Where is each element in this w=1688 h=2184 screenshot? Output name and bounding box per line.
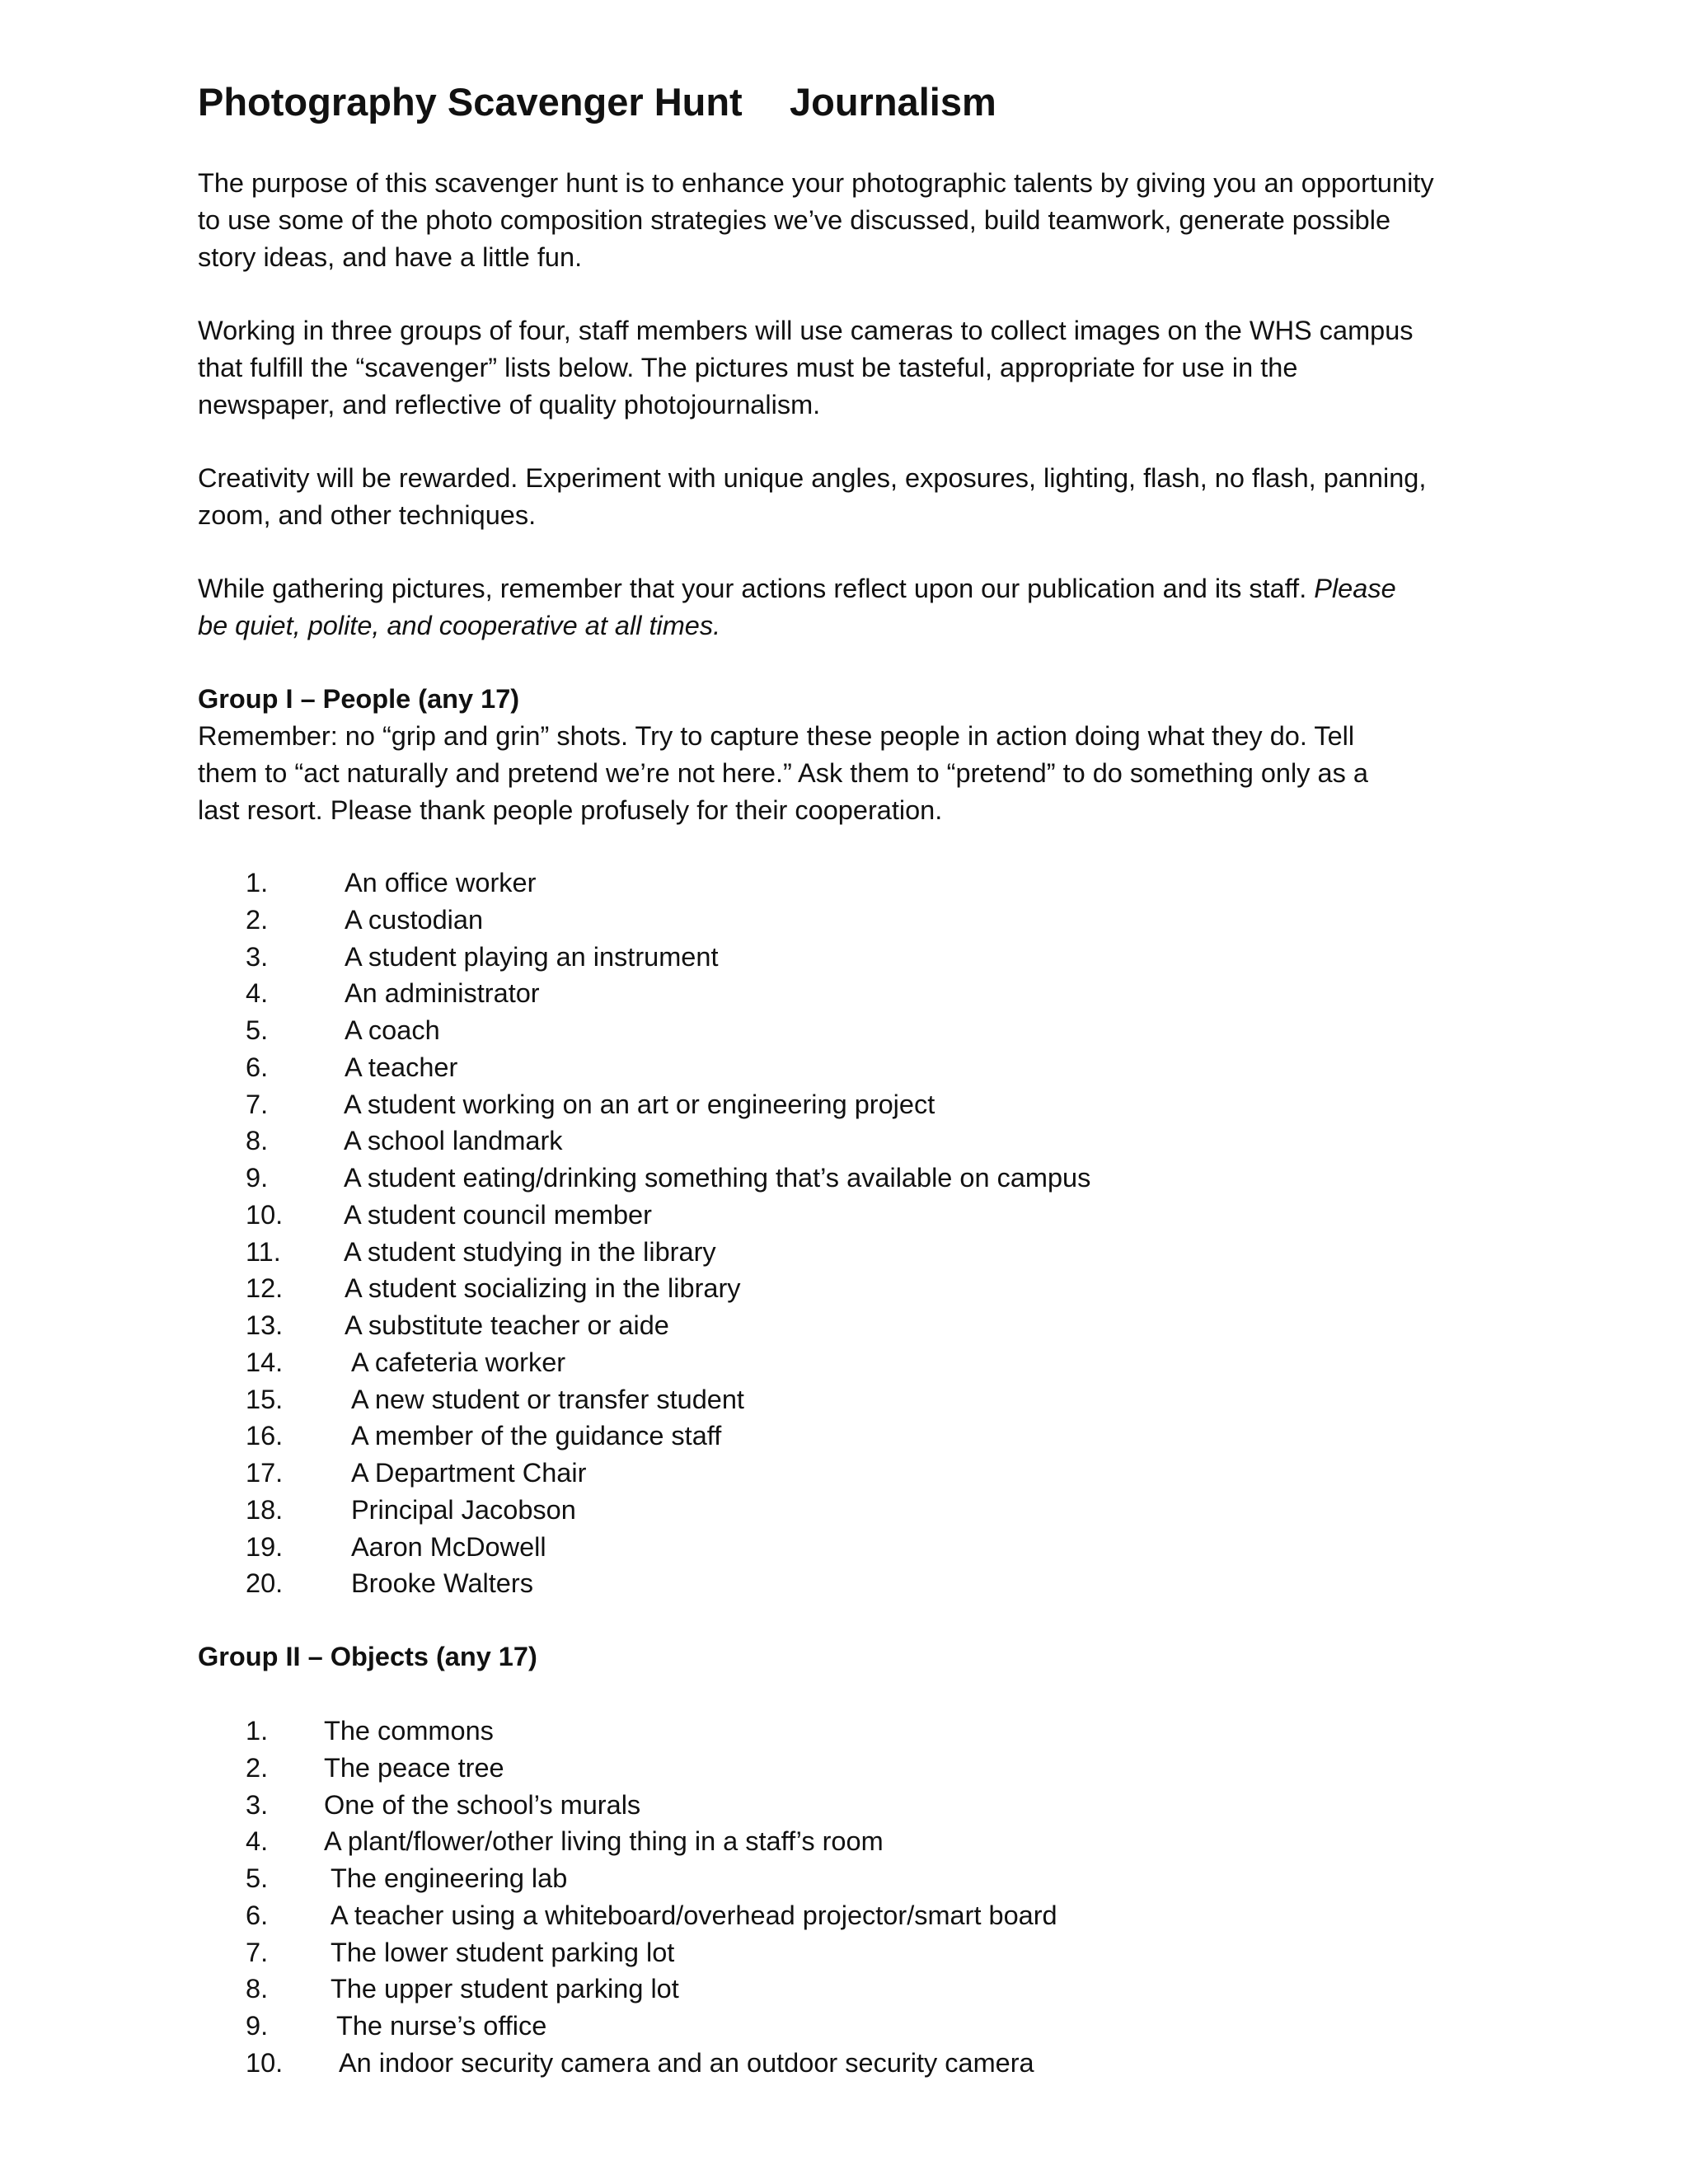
group1-heading: Group I – People (any 17) — [198, 684, 520, 714]
list-item-text: An administrator — [345, 978, 540, 1009]
list-item-number: 3. — [246, 941, 269, 972]
text-line: be quiet, polite, and cooperative at all times. — [198, 610, 721, 640]
list-item-number: 20. — [246, 1568, 284, 1599]
text-line: The purpose of this scavenger hunt is to enhance your photographic talents by giving you an opportunity — [198, 168, 1434, 198]
intro-paragraph-groups — [198, 312, 1517, 423]
text-line: that fulfill the “scavenger” lists below. The pictures must be tasteful, appropriate for use in the — [198, 352, 1298, 382]
list-item-text: A school landmark — [344, 1126, 563, 1156]
list-item-number: 4. — [246, 1826, 269, 1857]
list-item-number: 2. — [246, 1752, 269, 1783]
list-item-number: 8. — [246, 1126, 269, 1156]
list-item-text: The lower student parking lot — [331, 1937, 675, 1967]
list-item-text: A student studying in the library — [344, 1236, 716, 1267]
list-item-text: A Department Chair — [351, 1458, 587, 1488]
list-item-text: Principal Jacobson — [351, 1494, 576, 1525]
list-item-number: 6. — [246, 1900, 269, 1930]
text-line: last resort. Please thank people profusely for their cooperation. — [198, 794, 943, 825]
text-line: to use some of the photo composition strategies we’ve discussed, build teamwork, generate possible — [198, 204, 1391, 235]
group1-note — [198, 718, 1517, 828]
list-item-text: A plant/flower/other living thing in a staff’s room — [324, 1826, 884, 1857]
list-item-text: A teacher using a whiteboard/overhead projector/smart board — [331, 1900, 1057, 1930]
list-item-text: A student eating/drinking something that’s available on campus — [344, 1163, 1091, 1193]
text-line — [198, 570, 1517, 607]
list-item-number: 1. — [246, 868, 269, 898]
list-item-text: A student playing an instrument — [345, 941, 719, 972]
list-item-text: The peace tree — [324, 1752, 504, 1783]
list-item-number: 8. — [246, 1974, 269, 2004]
list-item-text: A new student or transfer student — [351, 1384, 744, 1414]
list-item-text: Brooke Walters — [351, 1568, 533, 1599]
list-item-number: 10. — [246, 1199, 284, 1230]
text-line: Creativity will be rewarded. Experiment with unique angles, exposures, lighting, flash, no flash, panning, — [198, 463, 1427, 493]
intro-paragraph-purpose — [198, 165, 1517, 275]
text-line: them to “act naturally and pretend we’re not here.” Ask them to “pretend” to do something only as a — [198, 757, 1368, 788]
list-item-text: One of the school’s murals — [324, 1789, 641, 1820]
list-item-number: 18. — [246, 1494, 284, 1525]
list-item-number: 11. — [246, 1236, 281, 1267]
list-item-number: 6. — [246, 1052, 269, 1082]
list-item-text: A cafeteria worker — [351, 1347, 566, 1377]
page-title — [198, 79, 996, 125]
list-item-number: 7. — [246, 1089, 269, 1119]
group2-heading: Group II – Objects (any 17) — [198, 1642, 537, 1671]
list-item-text: A student working on an art or engineering project — [344, 1089, 935, 1119]
list-item-number: 9. — [246, 1163, 269, 1193]
list-item-number: 7. — [246, 1937, 269, 1967]
list-item-number: 19. — [246, 1531, 284, 1562]
list-item-text: The engineering lab — [331, 1863, 568, 1893]
list-item-number: 12. — [246, 1273, 284, 1304]
list-item-text: An indoor security camera and an outdoor security camera — [339, 2047, 1034, 2078]
list-item-number: 17. — [246, 1458, 284, 1488]
list-item-number: 9. — [246, 2011, 269, 2041]
list-item-text: The commons — [324, 1716, 494, 1746]
list-item-number: 2. — [246, 904, 269, 935]
list-item-text: An office worker — [345, 868, 537, 898]
text-line: story ideas, and have a little fun. — [198, 241, 583, 272]
list-item-text: A student socializing in the library — [345, 1273, 741, 1304]
list-item-number: 1. — [246, 1716, 269, 1746]
text-line: zoom, and other techniques. — [198, 499, 537, 530]
list-item-number: 5. — [246, 1015, 269, 1045]
text-line: newspaper, and reflective of quality photojournalism. — [198, 389, 821, 419]
conduct-text: While gathering pictures, remember that your actions reflect upon our publication and its staff. — [198, 574, 1315, 603]
list-item-text: A custodian — [345, 904, 484, 935]
list-item-text: Aaron McDowell — [351, 1531, 546, 1562]
conduct-emphasis: Please — [1314, 574, 1396, 603]
text-line: Working in three groups of four, staff members will use cameras to collect images on the WHS campus — [198, 316, 1414, 345]
list-item-text: The upper student parking lot — [331, 1974, 679, 2004]
list-item-text: A student council member — [344, 1199, 652, 1230]
text-line: Remember: no “grip and grin” shots. Try to capture these people in action doing what they do. Tell — [198, 721, 1355, 751]
list-item-number: 3. — [246, 1789, 269, 1820]
list-item-number: 5. — [246, 1863, 269, 1893]
list-item-text: A substitute teacher or aide — [345, 1310, 669, 1340]
list-item-number: 10. — [246, 2047, 284, 2078]
title-text: Photography Scavenger Hunt — [198, 80, 743, 124]
list-item-text: A coach — [345, 1015, 440, 1045]
list-item-text: The nurse’s office — [336, 2011, 547, 2041]
intro-paragraph-conduct — [198, 570, 1517, 644]
list-item-number: 16. — [246, 1421, 284, 1451]
subject-text: Journalism — [790, 80, 996, 124]
list-item-text: A member of the guidance staff — [351, 1421, 722, 1451]
list-item-text: A teacher — [345, 1052, 458, 1082]
list-item-number: 14. — [246, 1347, 284, 1377]
list-item-number: 15. — [246, 1384, 284, 1414]
list-item-number: 4. — [246, 978, 269, 1009]
intro-paragraph-creativity — [198, 460, 1517, 534]
list-item-number: 13. — [246, 1310, 284, 1340]
